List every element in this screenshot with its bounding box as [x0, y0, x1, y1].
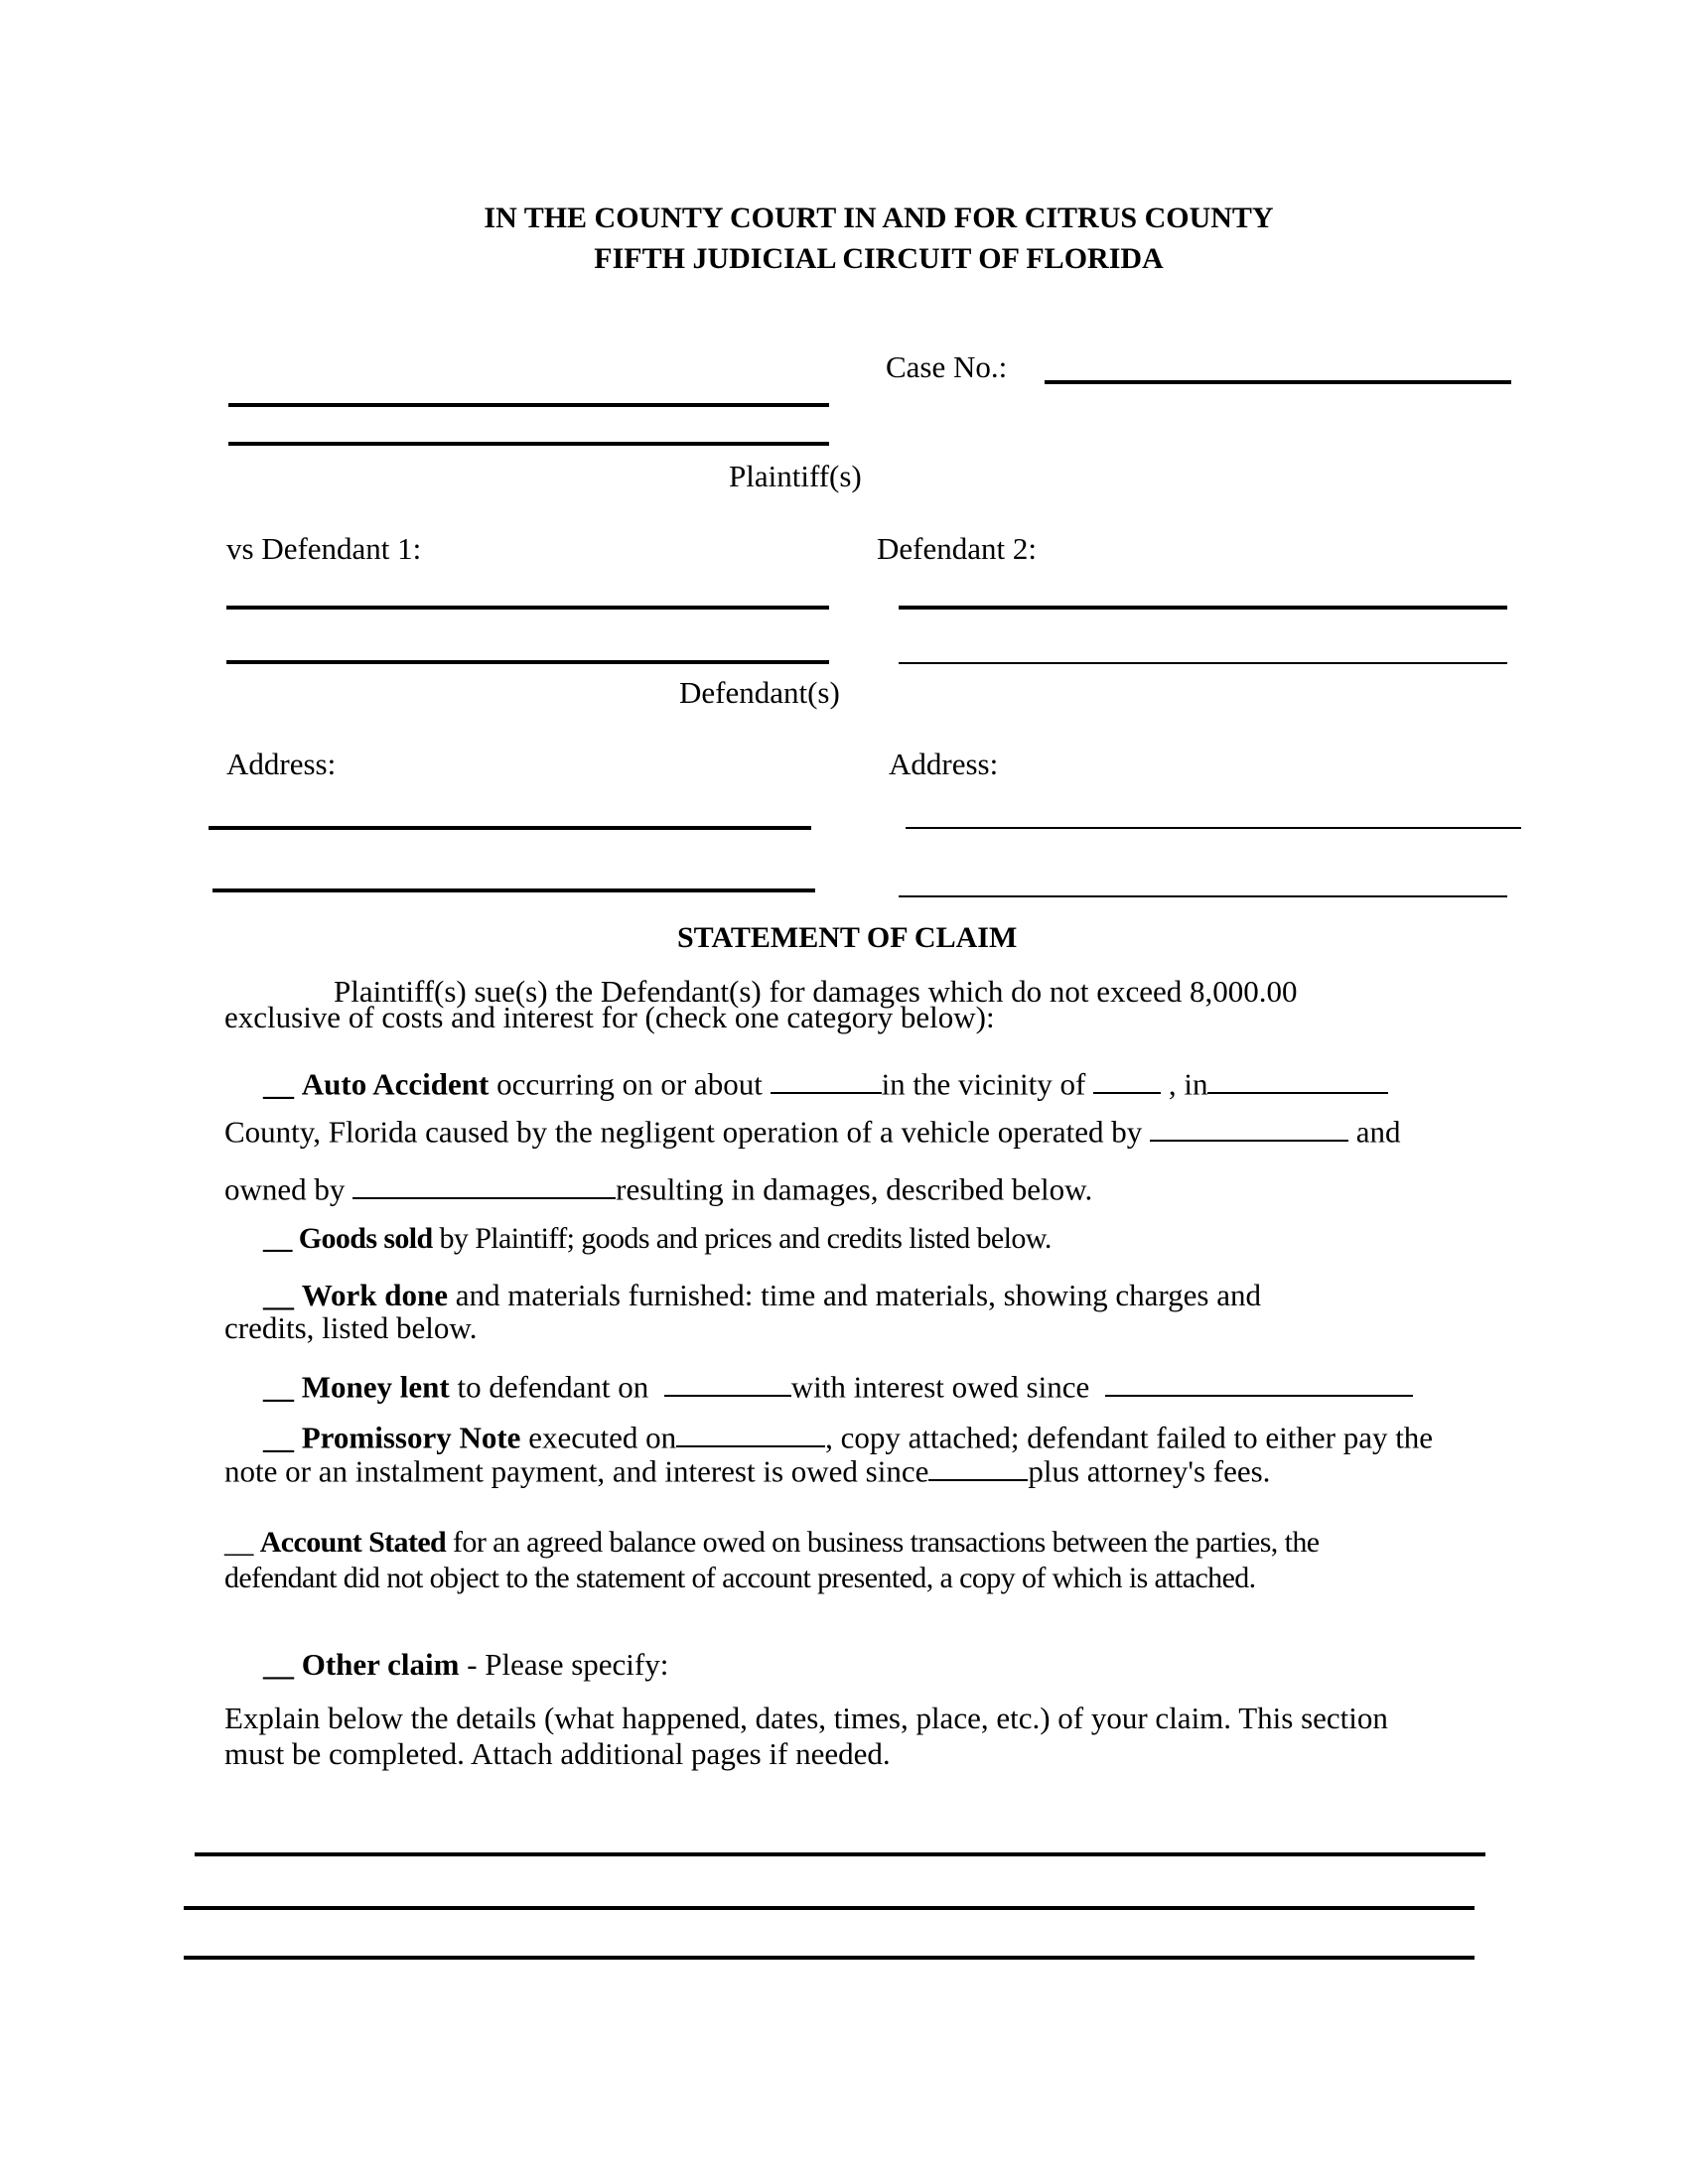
auto-title: Auto Accident — [301, 1066, 490, 1102]
statement-title: STATEMENT OF CLAIM — [677, 921, 1018, 954]
work-check[interactable]: __ — [263, 1278, 294, 1312]
auto-text-1: occurring on or about — [496, 1066, 763, 1102]
money-check[interactable]: __ — [263, 1369, 294, 1405]
auto-text-5: and — [1355, 1114, 1401, 1150]
defendant1-line-2[interactable] — [226, 660, 829, 664]
auto-vicinity-field[interactable] — [1093, 1063, 1161, 1094]
case-number-label: Case No.: — [886, 349, 1008, 384]
explain-line1: Explain below the details (what happened, dates, times, place, etc.) of your claim. This section — [224, 1701, 1388, 1735]
auto-accident-line1 — [263, 1063, 1388, 1102]
goods-check[interactable]: __ — [263, 1222, 292, 1255]
money-lent-line — [263, 1366, 1413, 1405]
work-done-line1 — [263, 1278, 1261, 1313]
auto-accident-line2 — [224, 1111, 1401, 1150]
auto-date-field[interactable] — [771, 1063, 882, 1094]
address2-label: Address: — [889, 747, 999, 781]
case-number-field[interactable] — [1045, 380, 1511, 384]
defendant2-label: Defendant 2: — [877, 531, 1037, 566]
address1-line-1[interactable] — [209, 826, 811, 830]
other-check[interactable]: __ — [263, 1647, 294, 1682]
defendant2-line-1[interactable] — [899, 606, 1507, 610]
note-text-2: , copy attached; defendant failed to either pay the — [825, 1420, 1434, 1455]
auto-check[interactable]: __ — [263, 1066, 294, 1102]
note-title: Promissory Note — [301, 1420, 521, 1455]
auto-text-4: County, Florida caused by the negligent operation of a vehicle operated by — [224, 1114, 1143, 1150]
auto-county-field[interactable] — [1207, 1063, 1388, 1094]
details-line-1[interactable] — [195, 1852, 1485, 1856]
circuit-title: FIFTH JUDICIAL CIRCUIT OF FLORIDA — [594, 242, 1164, 275]
details-line-3[interactable] — [184, 1956, 1475, 1960]
account-stated-line1 — [224, 1526, 1319, 1560]
auto-owner-field[interactable] — [352, 1168, 616, 1199]
address2-line-1[interactable] — [906, 827, 1521, 829]
account-stated-line2: defendant did not object to the statement of account presented, a copy of which is attached. — [224, 1562, 1256, 1594]
note-check[interactable]: __ — [263, 1420, 294, 1455]
money-text-1: to defendant on — [457, 1369, 649, 1405]
account-text: for an agreed balance owed on business transactions between the parties, the — [453, 1526, 1320, 1559]
address1-line-2[interactable] — [212, 888, 815, 892]
goods-text: by Plaintiff; goods and prices and credits listed below. — [439, 1222, 1052, 1255]
account-title: Account Stated — [259, 1526, 447, 1559]
defendant1-line-1[interactable] — [226, 606, 829, 610]
other-title: Other claim — [301, 1647, 460, 1682]
work-title: Work done — [301, 1278, 449, 1312]
plaintiff-line-2[interactable] — [228, 442, 829, 446]
note-since-field[interactable] — [928, 1450, 1028, 1481]
statement-intro-line2: exclusive of costs and interest for (check one category below): — [224, 1000, 995, 1034]
money-date-field[interactable] — [664, 1366, 791, 1397]
note-text-4: plus attorney's fees. — [1028, 1453, 1271, 1489]
auto-text-7: resulting in damages, described below. — [616, 1171, 1093, 1207]
money-text-2: with interest owed since — [790, 1369, 1090, 1405]
statement-intro-line1: Plaintiff(s) sue(s) the Defendant(s) for damages which do not exceed 8,000.00 — [334, 974, 1298, 1009]
promissory-note-line2 — [224, 1450, 1270, 1489]
note-date-field[interactable] — [676, 1417, 825, 1447]
defendant2-line-2[interactable] — [899, 662, 1507, 664]
auto-text-3: , in — [1168, 1066, 1208, 1102]
goods-title: Goods sold — [298, 1222, 433, 1255]
money-title: Money lent — [301, 1369, 450, 1405]
plaintiff-line-1[interactable] — [228, 403, 829, 407]
plaintiff-label: Plaintiff(s) — [729, 459, 862, 493]
auto-text-2: in the vicinity of — [881, 1066, 1086, 1102]
note-text-3: note or an instalment payment, and interest is owed since — [224, 1453, 929, 1489]
work-done-line2: credits, listed below. — [224, 1310, 478, 1345]
work-text: and materials furnished: time and materials, showing charges and — [455, 1278, 1262, 1312]
explain-line2: must be completed. Attach additional pages if needed. — [224, 1736, 891, 1771]
address1-label: Address: — [226, 747, 337, 781]
other-claim-line — [263, 1647, 668, 1683]
account-check[interactable]: __ — [224, 1526, 253, 1559]
defendants-label: Defendant(s) — [679, 675, 840, 710]
auto-accident-line3 — [224, 1168, 1092, 1207]
defendant1-label: vs Defendant 1: — [226, 531, 422, 566]
court-title: IN THE COUNTY COURT IN AND FOR CITRUS COUNTY — [484, 202, 1274, 234]
other-text: - Please specify: — [467, 1647, 669, 1682]
address2-line-2[interactable] — [899, 895, 1507, 897]
details-line-2[interactable] — [184, 1906, 1475, 1910]
money-since-field[interactable] — [1105, 1366, 1413, 1397]
auto-text-6: owned by — [224, 1171, 346, 1207]
goods-sold-line — [263, 1222, 1052, 1256]
note-text-1: executed on — [528, 1420, 677, 1455]
auto-operator-field[interactable] — [1150, 1111, 1348, 1142]
